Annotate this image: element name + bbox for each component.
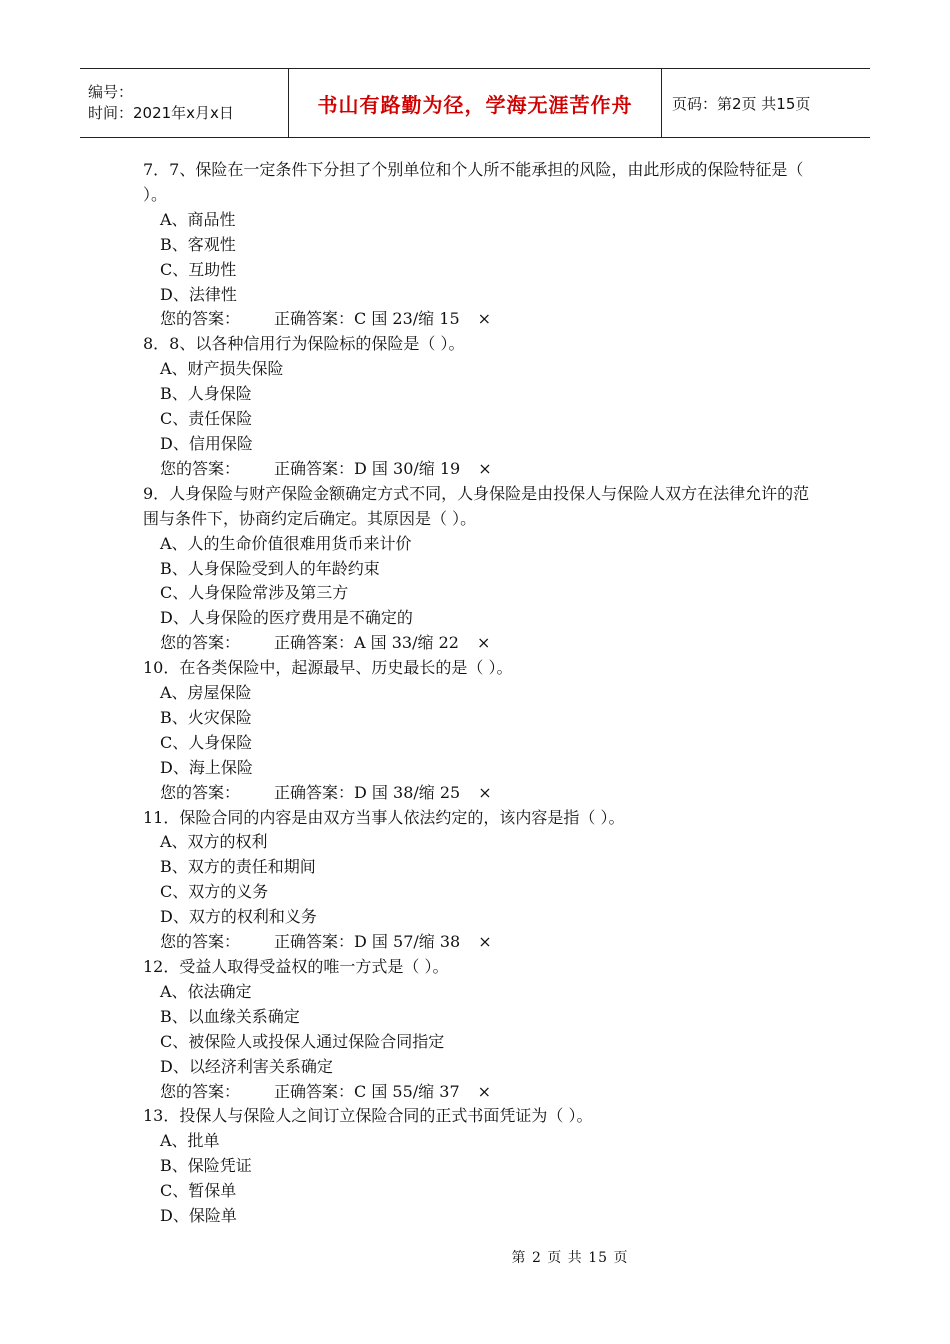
correct-answer: 正确答案：D 国 38/缩 25 — [274, 782, 461, 802]
answer-option: B、双方的责任和期间 — [160, 857, 316, 877]
answer-option: A、商品性 — [160, 209, 236, 229]
question-block — [143, 955, 823, 1104]
answer-option: B、客观性 — [160, 234, 236, 254]
answer-option: D、以经济利害关系确定 — [160, 1056, 333, 1076]
correct-answer: 正确答案：D 国 30/缩 19 — [274, 458, 461, 478]
question-text: 9．人身保险与财产保险金额确定方式不同，人身保险是由投保人与保险人双方在法律允许的范围与条件下，协商约定后确定。其原因是（ ）。 — [143, 483, 810, 528]
answer-option: C、人身保险 — [160, 732, 253, 752]
motto: 书山有路勤为径，学海无涯苦作舟 — [317, 92, 633, 117]
answer-line — [143, 930, 823, 955]
answer-line — [143, 457, 823, 482]
page-label: 页码：第2页 共15页 — [672, 94, 811, 113]
question-text: 8．8、以各种信用行为保险标的保险是（ ）。 — [143, 334, 465, 354]
question-block — [143, 482, 823, 656]
answer-option: D、海上保险 — [160, 757, 253, 777]
answer-option: D、法律性 — [160, 284, 237, 304]
answer-option: B、人身保险 — [160, 384, 252, 404]
answer-option: C、被保险人或投保人通过保险合同指定 — [160, 1031, 445, 1051]
answer-line — [143, 781, 823, 806]
answer-option: C、互助性 — [160, 259, 237, 279]
question-text: 13．投保人与保险人之间订立保险合同的正式书面凭证为（ ）。 — [143, 1106, 593, 1126]
answer-option: A、房屋保险 — [160, 683, 252, 703]
wrong-mark-icon: × — [478, 932, 492, 952]
your-answer-label: 您的答案： — [160, 932, 241, 952]
answer-option: C、责任保险 — [160, 409, 253, 429]
header-page-cell — [662, 69, 870, 137]
answer-option: C、暂保单 — [160, 1181, 237, 1201]
answer-option: D、人身保险的医疗费用是不确定的 — [160, 608, 413, 628]
answer-option: A、财产损失保险 — [160, 359, 284, 379]
wrong-mark-icon: × — [478, 782, 492, 802]
answer-option: C、人身保险常涉及第三方 — [160, 583, 349, 603]
answer-option: B、以血缘关系确定 — [160, 1006, 300, 1026]
question-text: 11．保险合同的内容是由双方当事人依法约定的，该内容是指（ ）。 — [143, 807, 625, 827]
answer-option: D、双方的权利和义务 — [160, 907, 317, 927]
answer-option: A、双方的权利 — [160, 832, 268, 852]
page-footer: 第 2 页 共 15 页 — [511, 1250, 629, 1266]
answer-option: B、保险凭证 — [160, 1156, 252, 1176]
wrong-mark-icon: × — [477, 1081, 492, 1101]
question-block — [143, 158, 823, 332]
your-answer-label: 您的答案： — [160, 782, 241, 802]
question-list — [143, 158, 823, 1229]
wrong-mark-icon: × — [477, 309, 492, 329]
wrong-mark-icon: × — [476, 633, 491, 653]
correct-answer: 正确答案：C 国 55/缩 37 — [274, 1081, 460, 1101]
correct-answer: 正确答案：C 国 23/缩 15 — [274, 309, 460, 329]
number-label: 编号： — [88, 83, 134, 101]
question-text: 12．受益人取得受益权的唯一方式是（ ）。 — [143, 957, 449, 976]
wrong-mark-icon: × — [478, 458, 492, 478]
question-block — [143, 656, 823, 805]
answer-line — [143, 631, 823, 656]
question-text: 7．7、保险在一定条件下分担了个别单位和个人所不能承担的风险，由此形成的保险特征是（ ）。 — [143, 160, 804, 204]
answer-option: A、人的生命价值很难用货币来计价 — [160, 533, 412, 553]
time-label: 时间：2021年x月x日 — [88, 104, 234, 122]
correct-answer: 正确答案：A 国 33/缩 22 — [274, 633, 459, 653]
question-block — [143, 332, 823, 481]
your-answer-label: 您的答案： — [160, 1081, 241, 1101]
your-answer-label: 您的答案： — [160, 458, 241, 478]
answer-option: D、信用保险 — [160, 433, 253, 453]
answer-option: A、依法确定 — [160, 981, 252, 1001]
question-block — [143, 806, 823, 955]
correct-answer: 正确答案：D 国 57/缩 38 — [274, 932, 461, 952]
question-text: 10．在各类保险中，起源最早、历史最长的是（ ）。 — [143, 658, 513, 678]
your-answer-label: 您的答案： — [160, 633, 241, 653]
answer-option: A、批单 — [160, 1131, 220, 1151]
header-motto-cell — [288, 69, 662, 137]
answer-option: D、保险单 — [160, 1206, 237, 1226]
your-answer-label: 您的答案： — [160, 309, 241, 329]
answer-line — [143, 307, 823, 332]
answer-line — [143, 1080, 823, 1105]
answer-option: B、火灾保险 — [160, 707, 252, 727]
header-meta — [80, 69, 288, 137]
answer-option: C、双方的义务 — [160, 882, 269, 902]
document-header — [80, 68, 870, 138]
question-block — [143, 1104, 823, 1229]
answer-option: B、人身保险受到人的年龄约束 — [160, 558, 380, 578]
